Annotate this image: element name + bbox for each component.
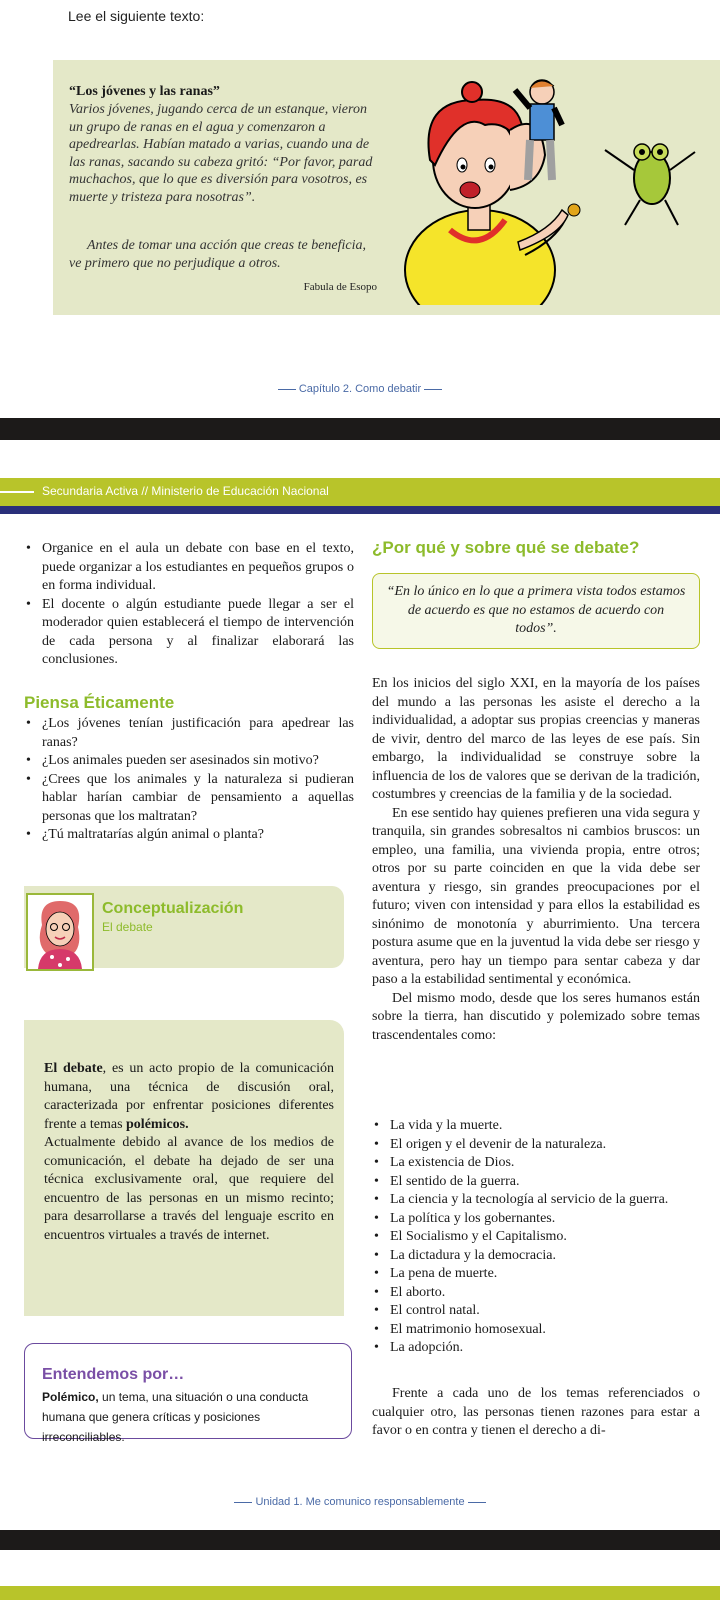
chapter-footer-text: Capítulo 2. Como debatir — [298, 383, 422, 395]
teacher-avatar — [26, 893, 94, 971]
list-item: • La dictadura y la democracia. — [372, 1247, 702, 1266]
section-title-piensa: Piensa Éticamente — [24, 693, 175, 712]
debate-text-part: , es un acto propio de la comunicación humana, una técnica de discusión oral, caracterizada por enfrentar posiciones diferentes frente a temas — [44, 1061, 334, 1132]
debate-paragraphs — [372, 675, 700, 1045]
fable-title: “Los jóvenes y las ranas” — [69, 84, 220, 99]
intro-instruction: Lee el siguiente texto: — [68, 8, 205, 24]
fable-moral: Antes de tomar una acción que creas te beneficia, ve primero que no perjudique a otros. — [69, 238, 367, 271]
debate-paragraph-1 — [44, 1060, 334, 1134]
list-item: • El Socialismo y el Capitalismo. — [372, 1228, 702, 1247]
list-item: • La adopción. — [372, 1339, 702, 1358]
list-item: • ¿Tú maltratarías algún animal o planta? — [24, 826, 354, 845]
list-item: • Organice en el aula un debate con base en el texto, puede organizar a los estudiantes en pequeños grupos o en forma individual. — [24, 540, 354, 596]
closing-paragraph: Frente a cada uno de los temas referenciados o cualquier otro, las personas tienen razones para estar a favor o en contra y tienen el derecho a di- — [372, 1386, 700, 1438]
list-item: • El origen y el devenir de la naturaleza. — [372, 1136, 702, 1155]
glossary-definition-text: un tema, una situación o una conducta humana que genera críticas y posiciones irreconciliables. — [42, 1390, 309, 1444]
page-header-title: Secundaria Activa // Ministerio de Educación Nacional — [42, 484, 329, 498]
debate-topics-list — [372, 1117, 702, 1358]
paragraph: En ese sentido hay quienes prefieren una vida segura y tranquila, sin grandes sobresaltos ni cambios bruscos: un empleo, una familia, una vivienda propia, entre otros; otros por su parte coinciden en que la vida debe ser aventura y riesgo, sin grandes preocupaciones por el futuro; viven con intensidad y para ellos la estabilidad es sinónimo de monotonía y aburrimiento. Una tercera postura asume que en la juventud la vida debe ser riesgo y aventura, pero hay un tiempo para sentar cabeza y dar paso a la estabilidad sentimental y económica. — [372, 805, 700, 987]
list-item: • La existencia de Dios. — [372, 1154, 702, 1173]
glossary-term: Polémico, — [42, 1390, 99, 1404]
list-item: • El docente o algún estudiante puede llegar a ser el moderador quien establecerá el tiempo de intervención de cada persona y al finalizar elaborará las conclusiones. — [24, 596, 354, 670]
header-rule — [0, 491, 34, 493]
chapter-footer — [0, 383, 720, 395]
debate-definition — [44, 1060, 334, 1245]
list-item: • La pena de muerte. — [372, 1265, 702, 1284]
ethics-questions-list — [24, 715, 354, 845]
paragraph: En los inicios del siglo XXI, en la mayoría de los países del mundo a las personas les asiste el derecho a la individualidad, a adoptar sus propias creencias y maneras de vivir, dentro del marco de las leyes de ese país. Sin embargo, la individualidad se construye sobre la influencia de los de valores que se derivan de la tradición, costumbres y creencias de la familia y de la sociedad. — [372, 676, 700, 802]
fable-source: Fabula de Esopo — [303, 281, 377, 293]
page-separator-bar — [0, 1530, 720, 1550]
frog-figure — [605, 144, 695, 225]
page-separator-bar — [0, 418, 720, 440]
unit-footer — [0, 1496, 720, 1508]
debate-keyword: polémicos. — [126, 1116, 189, 1132]
next-page-header-band — [0, 1586, 720, 1600]
list-item: • El control natal. — [372, 1302, 702, 1321]
teacher-instructions-list — [24, 540, 354, 670]
debate-term: El debate — [44, 1061, 103, 1076]
list-item: • ¿Los jóvenes tenían justificación para apedrear las ranas? — [24, 715, 354, 752]
glossary-definition — [42, 1387, 342, 1447]
list-item: • ¿Los animales pueden ser asesinados sin motivo? — [24, 752, 354, 771]
list-item: • El matrimonio homosexual. — [372, 1321, 702, 1340]
fable-illustration — [390, 70, 715, 305]
fable-text: Varios jóvenes, jugando cerca de un estanque, vieron un grupo de ranas en el agua y comenzaron a apedrearlas. Habían matado a varias, cuando una de las ranas, sacando su cabeza gritó: “Por favor, parad muchachos, que lo que es diversión para vosotros, es muerte y tristeza para nosotras”. — [69, 102, 373, 205]
concept-title: Conceptualización — [102, 900, 244, 917]
list-item: • ¿Crees que los animales y la naturaleza si pudieran hablar harían cambiar de pensamiento a aquellas personas que los maltratan? — [24, 771, 354, 827]
header-navy-stripe — [0, 506, 720, 514]
list-item: • El aborto. — [372, 1284, 702, 1303]
list-item: • El sentido de la guerra. — [372, 1173, 702, 1192]
unit-footer-text: Unidad 1. Me comunico responsablemente — [255, 1496, 465, 1508]
list-item: • La política y los gobernantes. — [372, 1210, 702, 1229]
glossary-title: Entendemos por… — [42, 1366, 185, 1383]
quote-text: “En lo único en lo que a primera vista todos estamos de acuerdo es que no estamos de acuerdo con todos”. — [386, 584, 686, 636]
section-title-debate: ¿Por qué y sobre qué se debate? — [372, 538, 640, 557]
concept-subtitle: El debate — [102, 920, 153, 934]
list-item: • La ciencia y la tecnología al servicio de la guerra. — [372, 1191, 702, 1210]
paragraph: Del mismo modo, desde que los seres humanos están sobre la tierra, han discutido y polemizado sobre temas trascendentales como: — [372, 990, 700, 1043]
list-item: • La vida y la muerte. — [372, 1117, 702, 1136]
debate-paragraph-2: Actualmente debido al avance de los medios de comunicación, el debate ha dejado de ser una técnica exclusivamente oral, que requiere del encuentro de las personas en un mismo recinto; para desarrollarse a través del lenguaje escrito en encuentros virtuales a través de internet. — [44, 1135, 334, 1243]
